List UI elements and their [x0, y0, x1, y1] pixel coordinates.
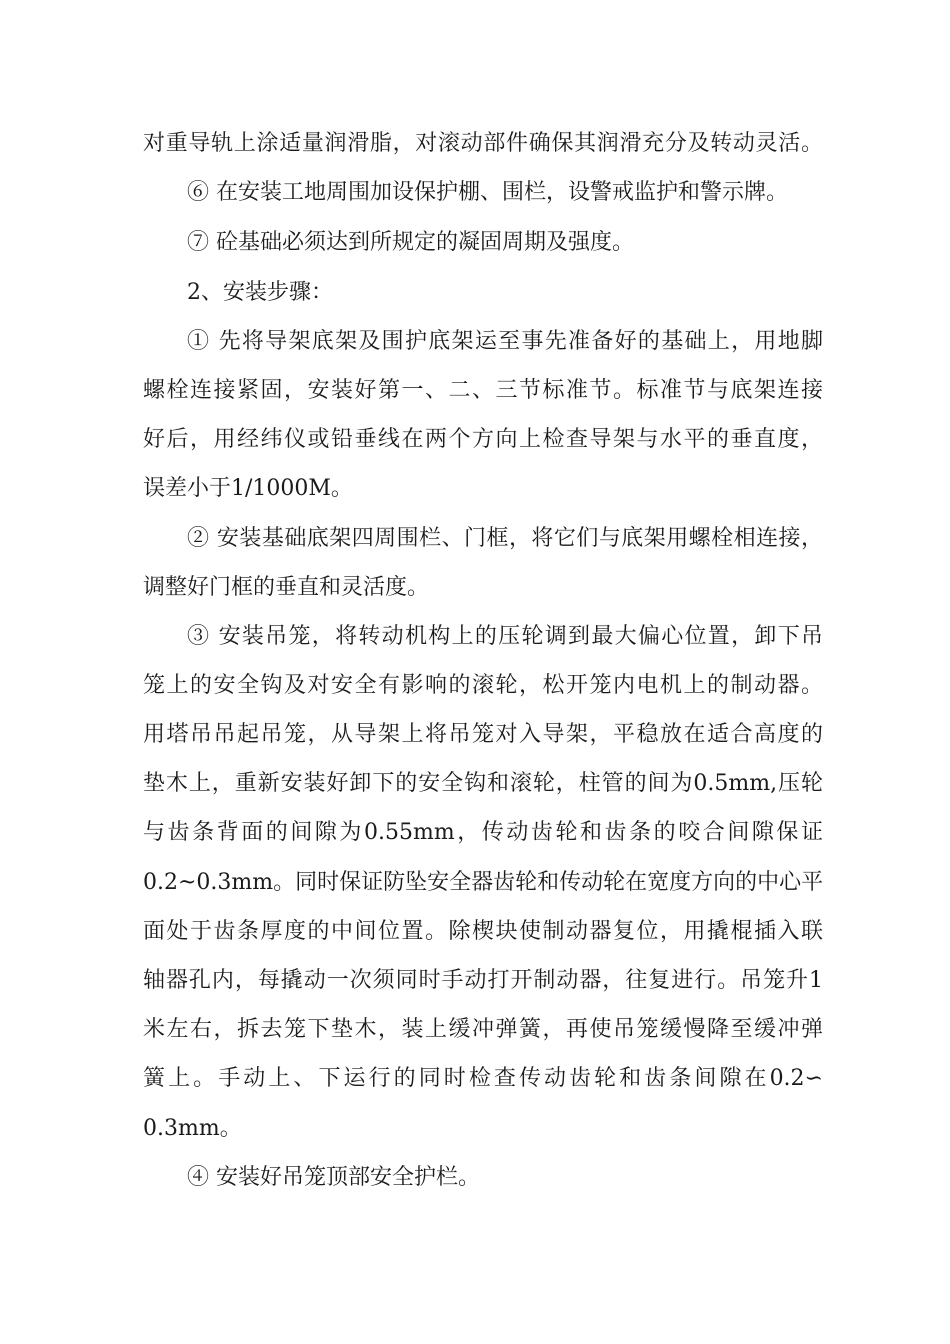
step-3-line: 垫木上，重新安装好卸下的安全钩和滚轮，柱管的间为0.5mm,压轮: [143, 771, 823, 796]
step-1-line: 好后，用经纬仪或铅垂线在两个方向上检查导架与水平的垂直度，: [143, 427, 823, 452]
step-2-line: 调整好门框的垂直和灵活度。: [143, 575, 430, 600]
step-3-line: 用塔吊吊起吊笼，从导架上将吊笼对入导架，平稳放在适合高度的: [143, 722, 823, 747]
step-3-line: 簧上。手动上、下运行的同时检查传动齿轮和齿条间隙在0.2∽: [143, 1066, 823, 1091]
step-2-line: ② 安装基础底架四周围栏、门框，将它们与底架用螺栓相连接，: [187, 526, 823, 551]
step-3-line: 米左右，拆去笼下垫木，装上缓冲弹簧，再使吊笼缓慢降至缓冲弹: [143, 1017, 823, 1042]
step-1-line: 误差小于1/1000M。: [143, 476, 353, 501]
section-heading: 2、安装步骤：: [187, 280, 333, 305]
step-4-line: ④ 安装好吊笼顶部安全护栏。: [187, 1165, 480, 1190]
step-3-line: 面处于齿条厚度的中间位置。除楔块使制动器复位，用撬棍插入联: [143, 919, 823, 944]
step-1-line: ① 先将导架底架及围护底架运至事先准备好的基础上，用地脚: [187, 329, 823, 354]
list-item-6: ⑥ 在安装工地周围加设保护棚、围栏，设警戒监护和警示牌。: [187, 180, 788, 205]
step-3-line: 与齿条背面的间隙为0.55mm，传动齿轮和齿条的咬合间隙保证: [143, 820, 823, 845]
step-3-line: ③ 安装吊笼，将转动机构上的压轮调到最大偏心位置，卸下吊: [187, 624, 823, 649]
text-line: 对重导轨上涂适量润滑脂，对滚动部件确保其润滑充分及转动灵活。: [143, 131, 823, 156]
step-3-line: 0.2~0.3mm。同时保证防坠安全器齿轮和传动轮在宽度方向的中心平: [143, 870, 824, 895]
step-3-line: 轴器孔内，每撬动一次须同时手动打开制动器，往复进行。吊笼升1: [143, 968, 823, 993]
list-item-7: ⑦ 砼基础必须达到所规定的凝固周期及强度。: [187, 230, 634, 255]
step-1-line: 螺栓连接紧固，安装好第一、二、三节标准节。标准节与底架连接: [143, 378, 823, 403]
step-3-line: 0.3mm。: [143, 1116, 242, 1141]
step-3-line: 笼上的安全钩及对安全有影响的滚轮，松开笼内电机上的制动器。: [143, 673, 823, 698]
